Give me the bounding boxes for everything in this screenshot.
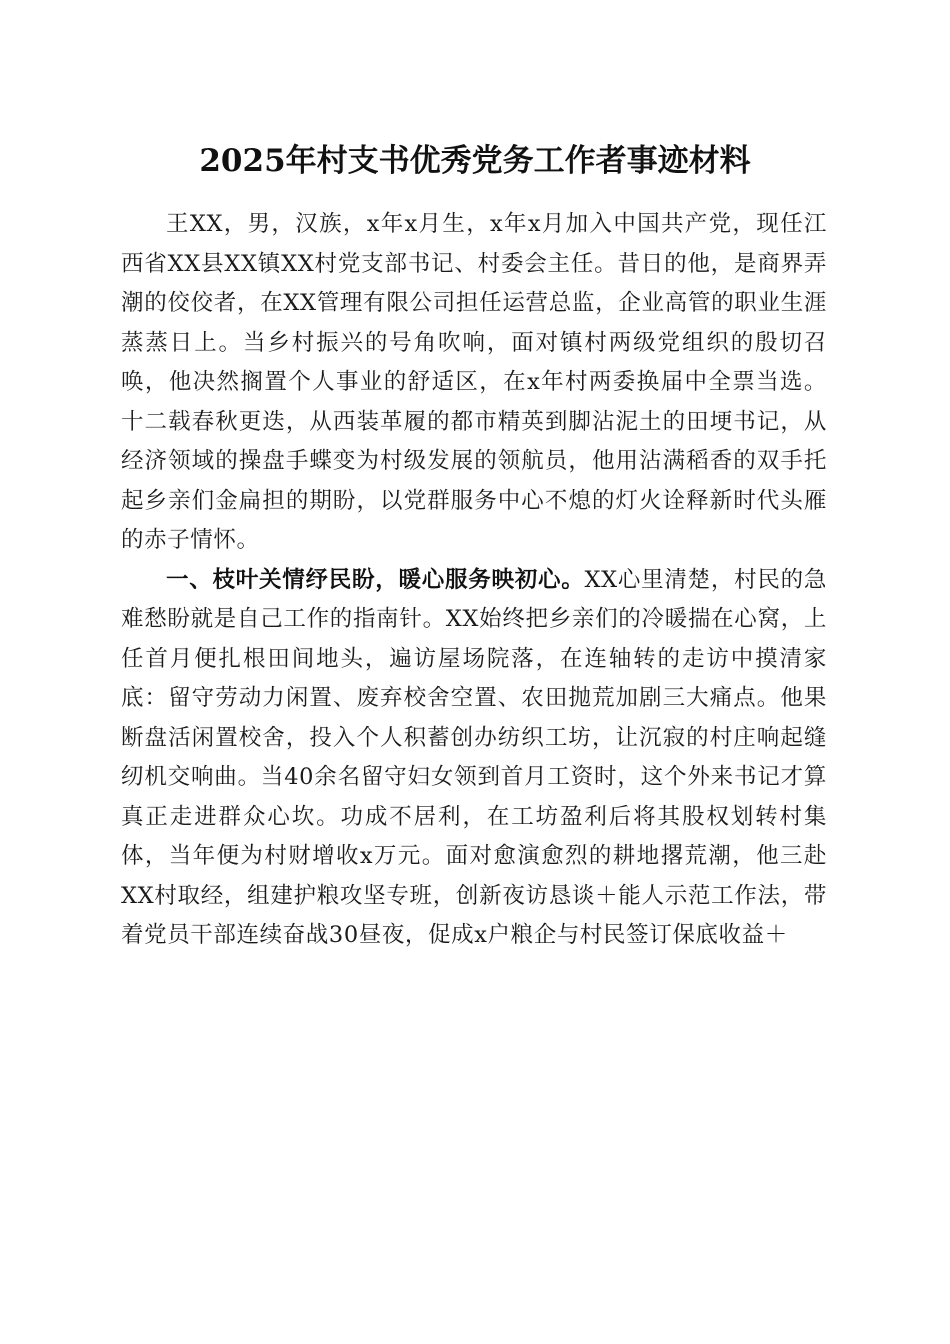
document-title: 2025年村支书优秀党务工作者事迹材料 xyxy=(199,143,751,179)
document-body xyxy=(121,205,827,956)
paragraph-text: XX心里清楚，村民的急难愁盼就是自己工作的指南针。XX始终把乡亲们的冷暖揣在心窝，上任首月便扎根田间地头，遍访屋场院落，在连轴转的走访中摸清家底：留守劳动力闲置、废弃校舍空置、农田抛荒加剧三大痛点。他果断盘活闲置校舍，投入个人积蓄创办纺织工坊，让沉寂的村庄响起缝纫机交响曲。当40余名留守妇女领到首月工资时，这个外来书记才算真正走进群众心坎。功成不居利，在工坊盈利后将其股权划转村集体，当年便为村财增收x万元。面对愈演愈烈的耕地撂荒潮，他三赴XX村取经，组建护粮攻坚专班，创新夜访恳谈＋能人示范工作法，带着党员干部连续奋战30昼夜，促成x户粮企与村民签订保底收益＋ xyxy=(121,566,827,948)
section-heading: 一、枝叶关情纾民盼，暖心服务映初心。 xyxy=(166,566,585,593)
paragraph-text: 王XX，男，汉族，x年x月生，x年x月加入中国共产党，现任江西省XX县XX镇XX村党支部书记、村委会主任。昔日的他，是商界弄潮的佼佼者，在XX管理有限公司担任运营总监，企业高管的职业生涯蒸蒸日上。当乡村振兴的号角吹响，面对镇村两级党组织的殷切召唤，他决然搁置个人事业的舒适区，在x年村两委换届中全票当选。十二载春秋更迭，从西装革履的都市精英到脚沾泥土的田埂书记，从经济领域的操盘手蝶变为村级发展的领航员，他用沾满稻香的双手托起乡亲们金扁担的期盼，以党群服务中心不熄的灯火诠释新时代头雁的赤子情怀。 xyxy=(121,211,827,553)
paragraph-section-1 xyxy=(121,561,827,956)
paragraph-intro xyxy=(121,205,827,561)
